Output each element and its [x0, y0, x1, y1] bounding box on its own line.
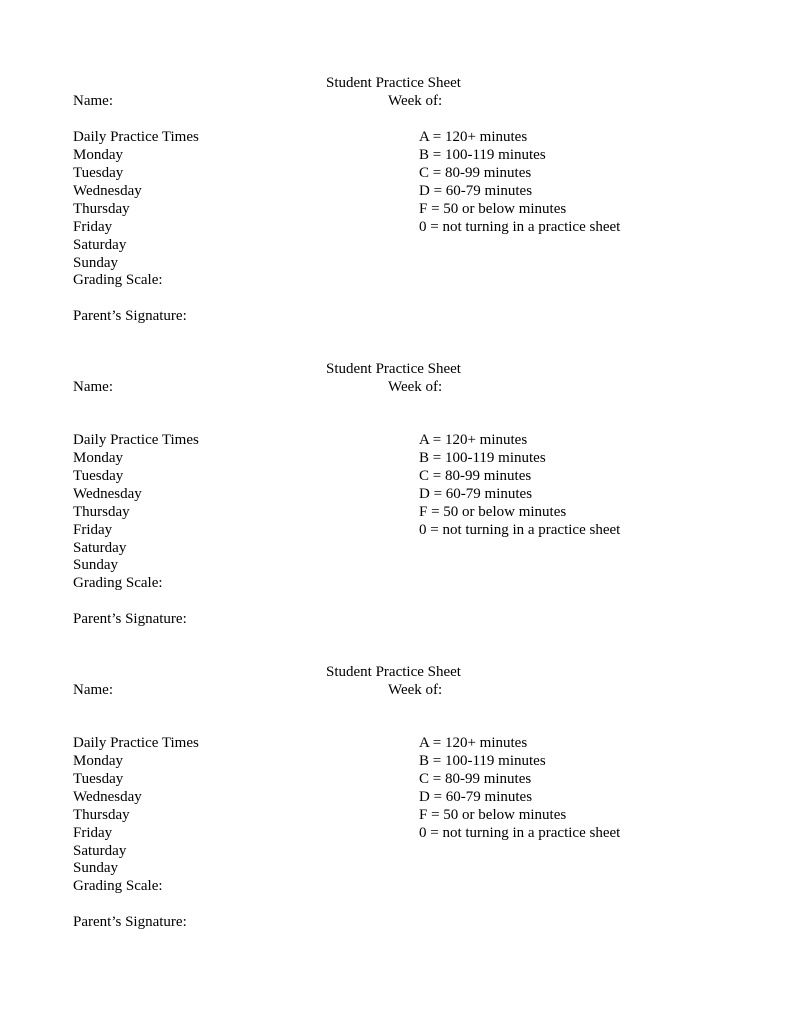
- grade-scale-item: A = 120+ minutes: [419, 735, 528, 751]
- grade-scale-item: F = 50 or below minutes: [419, 504, 567, 520]
- grade-scale-item: A = 120+ minutes: [419, 432, 528, 448]
- parent-signature-label: Parent’s Signature:: [73, 611, 187, 627]
- day-label: Wednesday: [73, 183, 142, 199]
- grading-scale-label: Grading Scale:: [73, 272, 163, 288]
- day-label: Friday: [73, 219, 113, 235]
- name-label: Name:: [73, 682, 113, 698]
- day-label: Tuesday: [73, 468, 124, 484]
- daily-practice-heading: Daily Practice Times: [73, 129, 199, 145]
- grade-scale-item: C = 80-99 minutes: [419, 771, 532, 787]
- day-label: Sunday: [73, 255, 118, 271]
- sheet-title: Student Practice Sheet: [326, 361, 461, 377]
- day-label: Thursday: [73, 504, 130, 520]
- name-label: Name:: [73, 93, 113, 109]
- daily-practice-heading: Daily Practice Times: [73, 432, 199, 448]
- grade-scale-item: D = 60-79 minutes: [419, 486, 533, 502]
- grade-scale-item: 0 = not turning in a practice sheet: [419, 522, 621, 538]
- day-label: Tuesday: [73, 165, 124, 181]
- day-label: Saturday: [73, 540, 127, 556]
- day-label: Saturday: [73, 843, 127, 859]
- week-of-label: Week of:: [388, 379, 443, 395]
- day-label: Friday: [73, 522, 113, 538]
- day-label: Saturday: [73, 237, 127, 253]
- grade-scale-item: B = 100-119 minutes: [419, 147, 546, 163]
- day-label: Monday: [73, 450, 123, 466]
- grade-scale-item: C = 80-99 minutes: [419, 165, 532, 181]
- day-label: Friday: [73, 825, 113, 841]
- grade-scale-item: 0 = not turning in a practice sheet: [419, 825, 621, 841]
- grade-scale-item: 0 = not turning in a practice sheet: [419, 219, 621, 235]
- day-label: Tuesday: [73, 771, 124, 787]
- grade-scale-item: B = 100-119 minutes: [419, 450, 546, 466]
- grade-scale-item: F = 50 or below minutes: [419, 201, 567, 217]
- grade-scale-item: C = 80-99 minutes: [419, 468, 532, 484]
- day-label: Monday: [73, 147, 123, 163]
- parent-signature-label: Parent’s Signature:: [73, 914, 187, 930]
- grading-scale-label: Grading Scale:: [73, 878, 163, 894]
- day-label: Monday: [73, 753, 123, 769]
- daily-practice-heading: Daily Practice Times: [73, 735, 199, 751]
- day-label: Wednesday: [73, 789, 142, 805]
- week-of-label: Week of:: [388, 93, 443, 109]
- day-label: Thursday: [73, 201, 130, 217]
- grading-scale-label: Grading Scale:: [73, 575, 163, 591]
- parent-signature-label: Parent’s Signature:: [73, 308, 187, 324]
- grade-scale-item: D = 60-79 minutes: [419, 789, 533, 805]
- week-of-label: Week of:: [388, 682, 443, 698]
- grade-scale-item: B = 100-119 minutes: [419, 753, 546, 769]
- grade-scale-item: A = 120+ minutes: [419, 129, 528, 145]
- day-label: Wednesday: [73, 486, 142, 502]
- day-label: Sunday: [73, 860, 118, 876]
- grade-scale-item: D = 60-79 minutes: [419, 183, 533, 199]
- day-label: Thursday: [73, 807, 130, 823]
- sheet-title: Student Practice Sheet: [326, 664, 461, 680]
- sheet-title: Student Practice Sheet: [326, 75, 461, 91]
- name-label: Name:: [73, 379, 113, 395]
- day-label: Sunday: [73, 557, 118, 573]
- grade-scale-item: F = 50 or below minutes: [419, 807, 567, 823]
